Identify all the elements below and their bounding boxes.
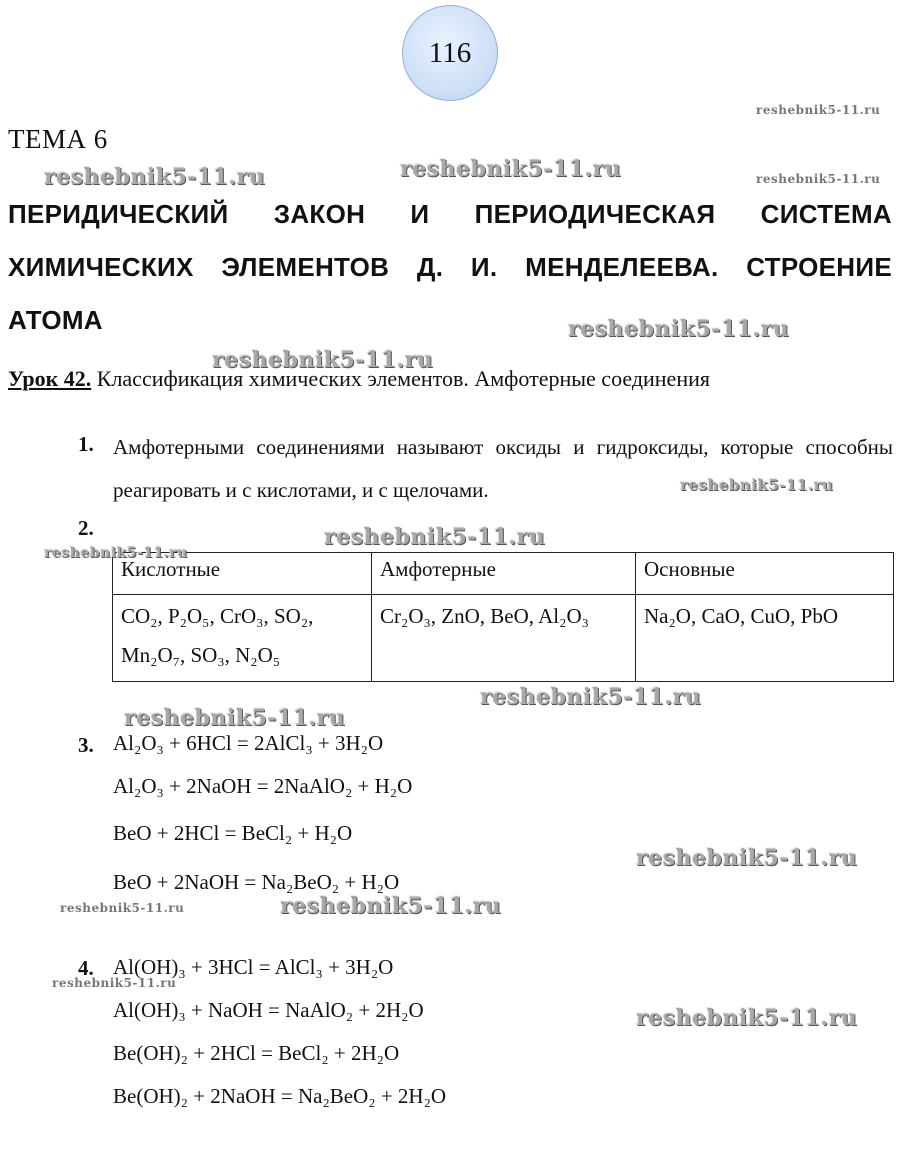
watermark: reshebnik5-11.ru (212, 347, 434, 373)
task-number-2: 2. (78, 516, 94, 540)
table-header: Кислотные (113, 553, 372, 595)
table-cell: CO₂, P₂O₅, CrO₃, SO₂, Mn₂O₇, SO₃, N₂O₅ (113, 595, 372, 682)
watermark: reshebnik5-11.ru (480, 684, 702, 710)
page-number: 116 (428, 36, 472, 69)
watermark: reshebnik5-11.ru (756, 172, 881, 186)
equation: Al(OH)₃ + NaOH = NaAlO₂ + 2H₂O (113, 998, 424, 1022)
task-1-text: Амфотерными соединениями называют оксиды и гидроксиды, которые способны реагировать и с кислотами, и с щелочами. (113, 435, 893, 502)
table-cell: Na₂O, CaO, CuO, PbO (636, 595, 894, 682)
equation: Be(OH)₂ + 2NaOH = Na₂BeO₂ + 2H₂O (113, 1084, 447, 1108)
equation: Al(OH)₃ + 3HCl = AlCl₃ + 3H₂O (113, 955, 394, 979)
watermark: reshebnik5-11.ru (324, 524, 546, 550)
watermark: reshebnik5-11.ru (400, 156, 622, 182)
oxide-classification-table (112, 552, 894, 682)
chapter-title: ПЕРИДИЧЕСКИЙ ЗАКОН И ПЕРИОДИЧЕСКАЯ СИСТЕМА ХИМИЧЕСКИХ ЭЛЕМЕНТОВ Д. И. МЕНДЕЛЕЕВА. СТРОЕНИЕ АТОМА (8, 199, 892, 335)
equation: BeO + 2NaOH = Na₂BeO₂ + H₂O (113, 870, 400, 894)
watermark: reshebnik5-11.ru (124, 705, 346, 731)
lesson-title: Классификация химических элементов. Амфотерные соединения (96, 366, 710, 391)
table-header: Основные (636, 553, 894, 595)
equation: Al₂O₃ + 2NaOH = 2NaAlO₂ + H₂O (113, 774, 413, 798)
watermark: reshebnik5-11.ru (568, 316, 790, 342)
watermark: reshebnik5-11.ru (52, 976, 177, 990)
task-number-4: 4. (78, 956, 94, 980)
equation: BeO + 2HCl = BeCl₂ + H₂O (113, 821, 353, 845)
task-number-3: 3. (78, 733, 94, 757)
watermark: reshebnik5-11.ru (60, 901, 185, 915)
watermark: reshebnik5-11.ru (44, 164, 266, 190)
table-cell: Cr₂O₃, ZnO, BeO, Al₂O₃ (372, 595, 636, 682)
page-number-badge (402, 5, 498, 101)
table-header: Амфотерные (372, 553, 636, 595)
equation: Al₂O₃ + 6HCl = 2AlCl₃ + 3H₂O (113, 731, 384, 755)
watermark: reshebnik5-11.ru (44, 545, 188, 561)
watermark: reshebnik5-11.ru (636, 845, 858, 871)
watermark: reshebnik5-11.ru (280, 893, 502, 919)
equation: Be(OH)₂ + 2HCl = BeCl₂ + 2H₂O (113, 1041, 400, 1065)
watermark: reshebnik5-11.ru (756, 103, 881, 117)
table-row (113, 595, 894, 682)
task-number-1: 1. (78, 432, 94, 456)
watermark: reshebnik5-11.ru (680, 476, 834, 494)
table-header-row (113, 553, 894, 595)
watermark: reshebnik5-11.ru (636, 1005, 858, 1031)
lesson-label: Урок 42. (8, 366, 92, 391)
topic-label: ТЕМА 6 (8, 124, 108, 154)
